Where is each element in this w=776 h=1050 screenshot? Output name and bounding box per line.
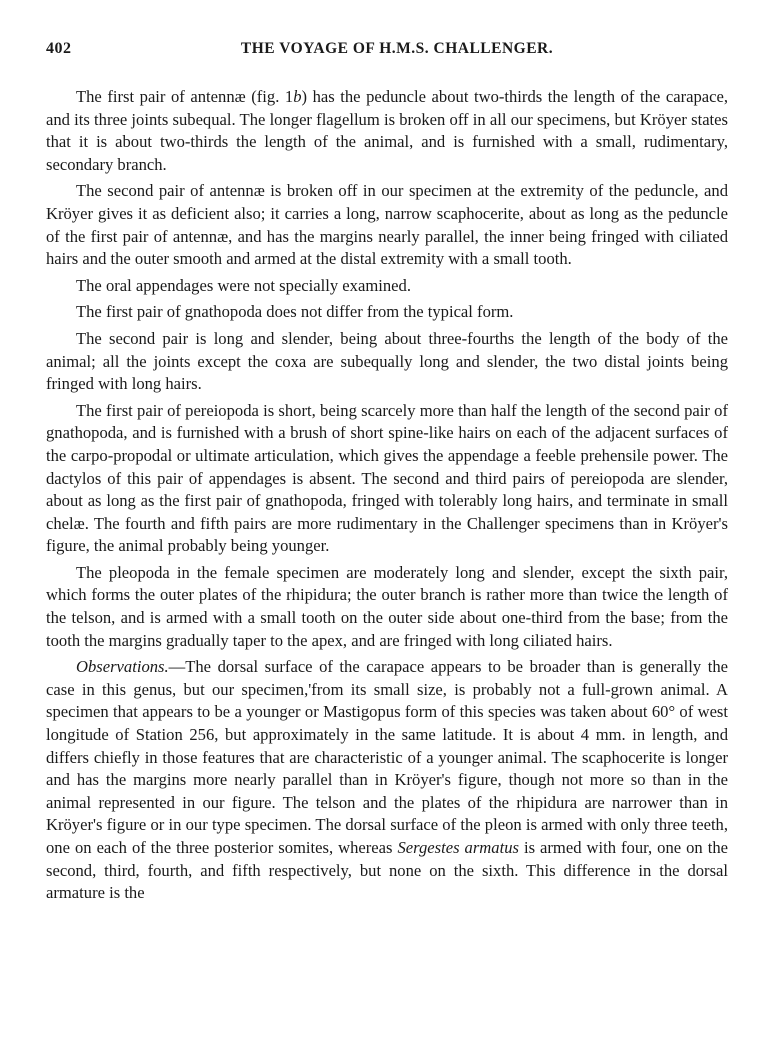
page-header [46, 40, 728, 62]
paragraph-oral-appendages: The oral appendages were not specially examined. [76, 275, 411, 295]
paragraph-observations: Observations.—The dorsal surface of the carapace appears to be broader than is generally the case in this genus, but our specimen,'from its small size, is probably not a full-grown animal. A specimen that appears to be a younger or Mastigopus form of this species was taken about 60° of west longitude of Station 256, but approximately in the same latitude. It is about 4 mm. in length, and differs chiefly in those features that are characteristic of a younger animal. The scaphocerite is longer and has the margins more nearly parallel than in Kröyer's figure, though not more so than in the animal represented in our figure. The telson and the plates of the rhipidura are narrower than in Kröyer's figure or in our type specimen. The dorsal surface of the pleon is armed with only three teeth, one on each of the three posterior somites, whereas Sergestes armatus is armed with four, one on the second, third, fourth, and fifth respectively, but none on the sixth. This difference in the dorsal armature is the [46, 657, 728, 903]
page [46, 40, 728, 905]
observations-lead: Observations. [76, 657, 169, 677]
paragraph-pereiopoda: The first pair of pereiopoda is short, being scarcely more than half the length of the second pair of gnathopoda, and is furnished with a brush of short spine-like hairs on each of the adjacent surfaces of the carpo-propodal or ultimate articulation, which gives the appendage a feeble prehensile power. The dactylos of this pair of appendages is absent. The second and third pairs of pereiopoda are slender, about as long as the first pair of gnathopoda, fringed with tolerably long hairs, and terminate in small chelæ. The fourth and fifth pairs are more rudimentary in the Challenger specimens than in Kröyer's figure, the animal probably being younger. [46, 400, 728, 556]
species-name: Sergestes armatus [397, 838, 519, 857]
body-text [46, 86, 728, 905]
paragraph-antennae-first: The first pair of antennæ (fig. 1b) has the peduncle about two-thirds the length of the carapace, and its three joints subequal. The longer flagellum is broken off in all our specimens, but Kröyer states that it is about two-thirds the length of the animal, and is furnished with a small, rudimentary, secondary branch. [46, 87, 728, 174]
paragraph-gnathopoda-second: The second pair is long and slender, being about three-fourths the length of the body of the animal; all the joints except the coxa are subequally long and slender, the two distal joints being fringed with long hairs. [46, 328, 728, 394]
paragraph-antennae-second: The second pair of antennæ is broken off in our specimen at the extremity of the peduncle, and Kröyer gives it as deficient also; it carries a long, narrow scaphocerite, about as long as the peduncle of the first pair of antennæ, and has the margins nearly parallel, the inner being fringed with ciliated hairs and the outer smooth and armed at the distal extremity with a small tooth. [46, 181, 728, 269]
running-title: THE VOYAGE OF H.M.S. CHALLENGER. [240, 40, 554, 57]
page-number: 402 [46, 40, 72, 57]
paragraph-gnathopoda-first: The first pair of gnathopoda does not differ from the typical form. [76, 302, 514, 322]
paragraph-pleopoda: The pleopoda in the female specimen are moderately long and slender, except the sixth pair, which forms the outer plates of the rhipidura; the outer branch is rather more than twice the length of the telson, and is armed with a small tooth on the outer side about one-third from the base; from the tooth the margins gradually taper to the apex, and are fringed with long ciliated hairs. [46, 562, 728, 650]
